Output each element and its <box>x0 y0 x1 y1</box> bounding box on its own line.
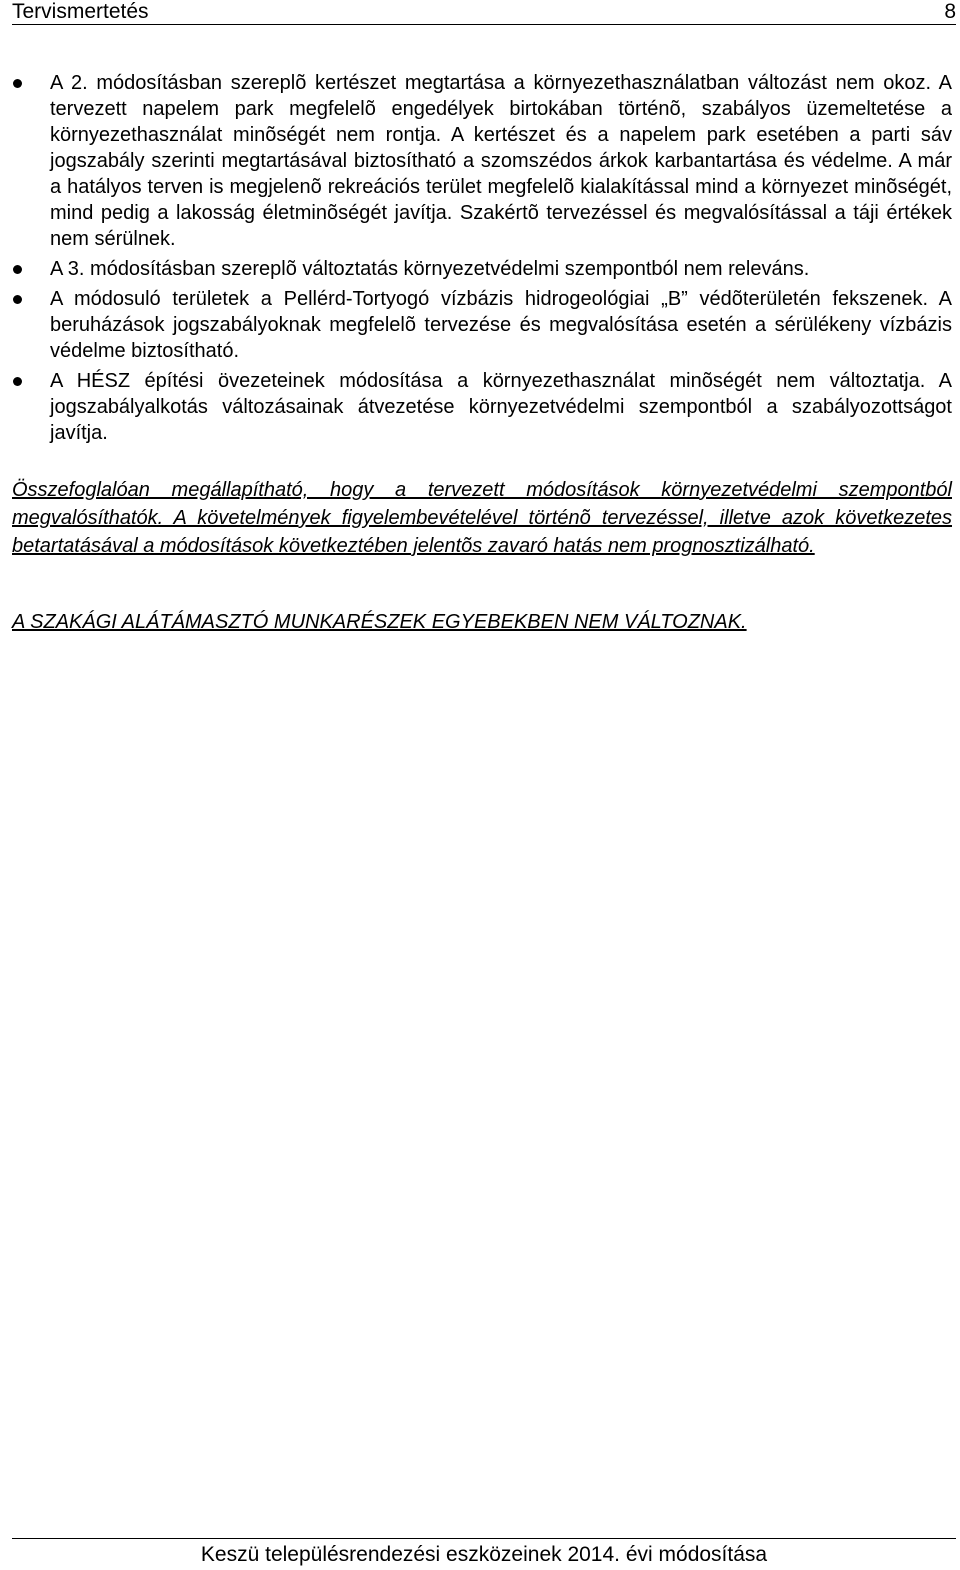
document-title: Tervismertetés <box>12 0 149 23</box>
list-item <box>12 286 952 364</box>
list-item-text: A HÉSZ építési övezeteinek módosítása a környezethasználat minõségét nem változtatja. A jogszabályalkotás változásainak átvezetése környezetvédelmi szempontból a szabályozottságot javítja. <box>50 370 952 444</box>
bullet-icon <box>13 265 22 274</box>
list-item <box>12 368 952 446</box>
bullet-icon <box>13 79 22 88</box>
list-item-text: A 3. módosításban szereplõ változtatás környezetvédelmi szempontból nem releváns. <box>50 258 810 280</box>
list-item-text: A 2. módosításban szereplõ kertészet megtartása a környezethasználatban változást nem okoz. A tervezett napelem park megfelelõ engedélyek birtokában történõ, szabályos üzemeltetése a környezethasználat minõségét nem rontja. A kertészet és a napelem park esetében a parti sáv jogszabály szerinti megtartásával biztosítható a szomszédos árkok karbantartása és védelme. A már a hatályos terven is megjelenõ rekreációs terület megfelelõ kialakítással mind a környezet minõségét, mind pedig a lakosság életminõségét javítja. Szakértõ tervezéssel és megvalósítással a táji értékek nem sérülnek. <box>50 72 952 250</box>
bullet-icon <box>13 295 22 304</box>
bullet-icon <box>13 377 22 386</box>
page-number: 8 <box>944 0 956 23</box>
page-content <box>12 70 952 656</box>
summary-paragraph: Összefoglalóan megállapítható, hogy a tervezett módosítások környezetvédelmi szempontból megvalósíthatók. A követelmények figyelembevételével történõ tervezéssel, illetve azok következetes betartatásával a módosítások következtében jelentõs zavaró hatás nem prognosztizálható. <box>12 479 952 557</box>
page-header <box>12 0 956 25</box>
list-item <box>12 256 952 282</box>
closing-statement: A SZAKÁGI ALÁTÁMASZTÓ MUNKARÉSZEK EGYEBEKBEN NEM VÁLTOZNAK. <box>12 611 747 633</box>
list-item-text: A módosuló területek a Pellérd-Tortyogó vízbázis hidrogeológiai „B” védõterületén fekszenek. A beruházások jogszabályoknak megfelelõ tervezése és megvalósítása esetén a sérülékeny vízbázis védelme biztosítható. <box>50 288 952 362</box>
page-footer: Keszü településrendezési eszközeinek 2014. évi módosítása <box>12 1538 956 1570</box>
bullet-list <box>12 70 952 446</box>
list-item <box>12 70 952 252</box>
